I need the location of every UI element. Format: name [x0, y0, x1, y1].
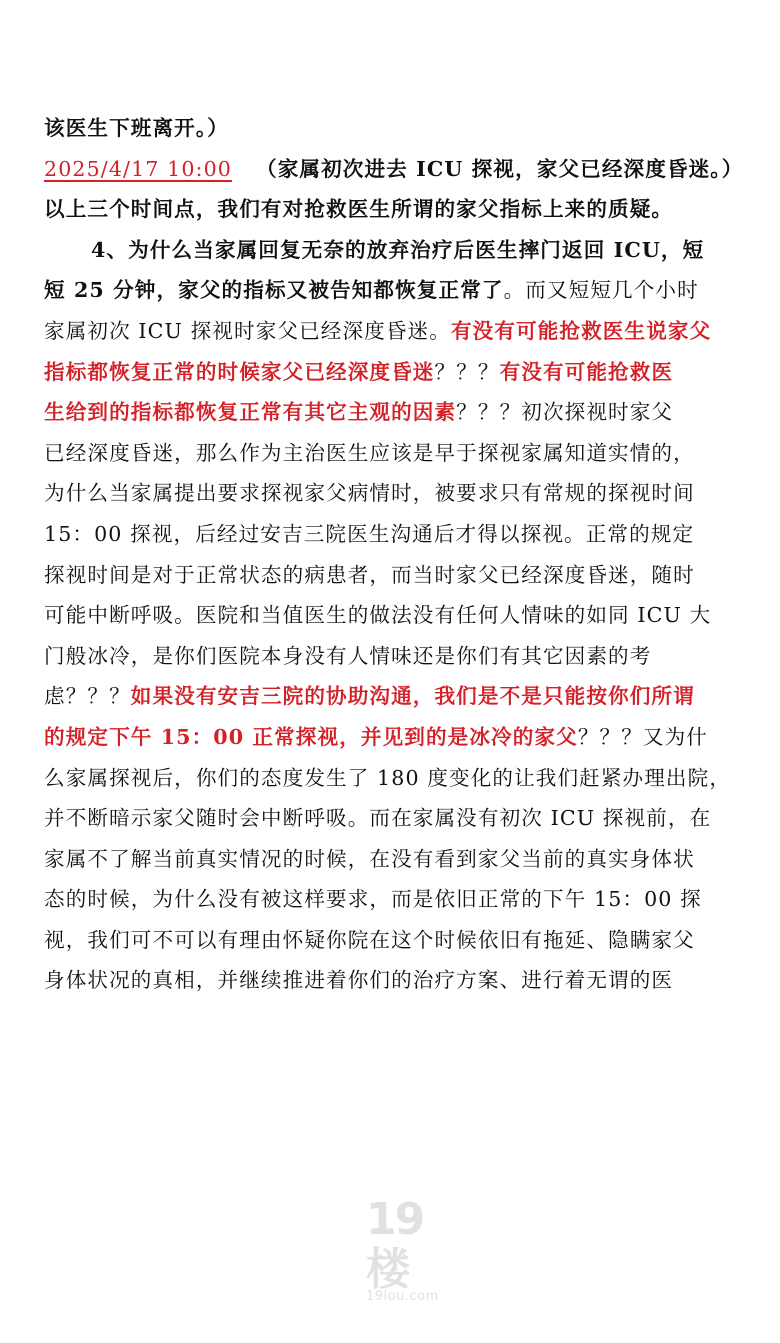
doc-line-6-normal: 家属初次 ICU 探视时家父已经深度昏迷。: [44, 318, 451, 343]
doc-line-22: 身体状况的真相，并继续推进着你们的治疗方案、进行着无谓的医: [44, 968, 674, 993]
doc-line-10: 为什么当家属提出要求探视家父病情时，被要求只有常规的探视时间: [44, 481, 695, 506]
document-page: [44, 108, 744, 1001]
doc-line-19: 家属不了解当前真实情况的时候，在没有看到家父当前的真实身体状: [44, 846, 695, 871]
doc-line-15-normal: 虑？？？: [44, 684, 131, 709]
doc-line-6-red: 有没有可能抢救医生说家父: [450, 318, 712, 343]
site-watermark: [366, 1194, 456, 1304]
doc-line-2: [44, 149, 744, 190]
doc-line-14: 门般冰冷，是你们医院本身没有人情味还是你们有其它因素的考: [44, 643, 652, 668]
doc-line-7-normal: ？？？: [434, 359, 500, 384]
doc-line-3: 以上三个时间点，我们有对抢救医生所谓的家父指标上来的质疑。: [44, 197, 674, 222]
doc-line-20: 态的时候，为什么没有被这样要求，而是依旧正常的下午 15：00 探: [44, 887, 702, 912]
doc-line-8: [44, 392, 734, 433]
watermark-logo: 19楼: [366, 1194, 424, 1295]
doc-line-7-red-1: 指标都恢复正常的时候家父已经深度昏迷: [44, 359, 435, 384]
doc-line-6: [44, 311, 734, 352]
doc-line-17: 么家属探视后，你们的态度发生了 180 度变化的让我们赶紧办理出院，: [44, 765, 732, 790]
doc-line-16: [44, 717, 734, 758]
doc-line-9: 已经深度昏迷，那么作为主治医生应该是早于探视家属知道实情的，: [44, 440, 695, 465]
visit-timestamp: 2025/4/17 10:00: [44, 156, 232, 181]
doc-line-13: 可能中断呼吸。医院和当值医生的做法没有任何人情味的如同 ICU 大: [44, 603, 712, 628]
doc-line-1: 该医生下班离开。）: [44, 116, 229, 140]
doc-line-8-red: 生给到的指标都恢复正常有其它主观的因素: [44, 400, 457, 425]
doc-line-5-bold: 短 25 分钟，家父的指标又被告知都恢复正常了: [44, 278, 504, 303]
doc-line-4: 4、为什么当家属回复无奈的放弃治疗后医生摔门返回 ICU，短: [91, 237, 705, 262]
doc-line-21: 视，我们可不可以有理由怀疑你院在这个时候依旧有拖延、隐瞒家父: [44, 927, 695, 952]
doc-line-16-normal: ？？？又为什: [577, 724, 708, 749]
visit-note: （家属初次进去 ICU 探视，家父已经深度昏迷。）: [256, 156, 744, 181]
doc-line-11: 15：00 探视，后经过安吉三院医生沟通后才得以探视。正常的规定: [44, 521, 695, 546]
doc-line-16-red: 的规定下午 15：00 正常探视，并见到的是冰冷的家父: [44, 724, 578, 749]
doc-line-5: [44, 270, 734, 311]
doc-line-18: 并不断暗示家父随时会中断呼吸。而在家属没有初次 ICU 探视前，在: [44, 806, 712, 831]
doc-line-12: 探视时间是对于正常状态的病患者，而当时家父已经深度昏迷，随时: [44, 562, 695, 587]
doc-line-15: [44, 676, 734, 717]
doc-line-7-red-2: 有没有可能抢救医: [499, 359, 674, 384]
watermark-domain: 19lou.com: [366, 1289, 439, 1304]
doc-line-15-red: 如果没有安吉三院的协助沟通，我们是不是只能按你们所谓: [130, 684, 695, 709]
doc-line-7: [44, 352, 734, 393]
doc-line-8-normal: ？？？初次探视时家父: [456, 400, 674, 425]
doc-line-5-normal: 。而又短短几个小时: [503, 278, 699, 303]
